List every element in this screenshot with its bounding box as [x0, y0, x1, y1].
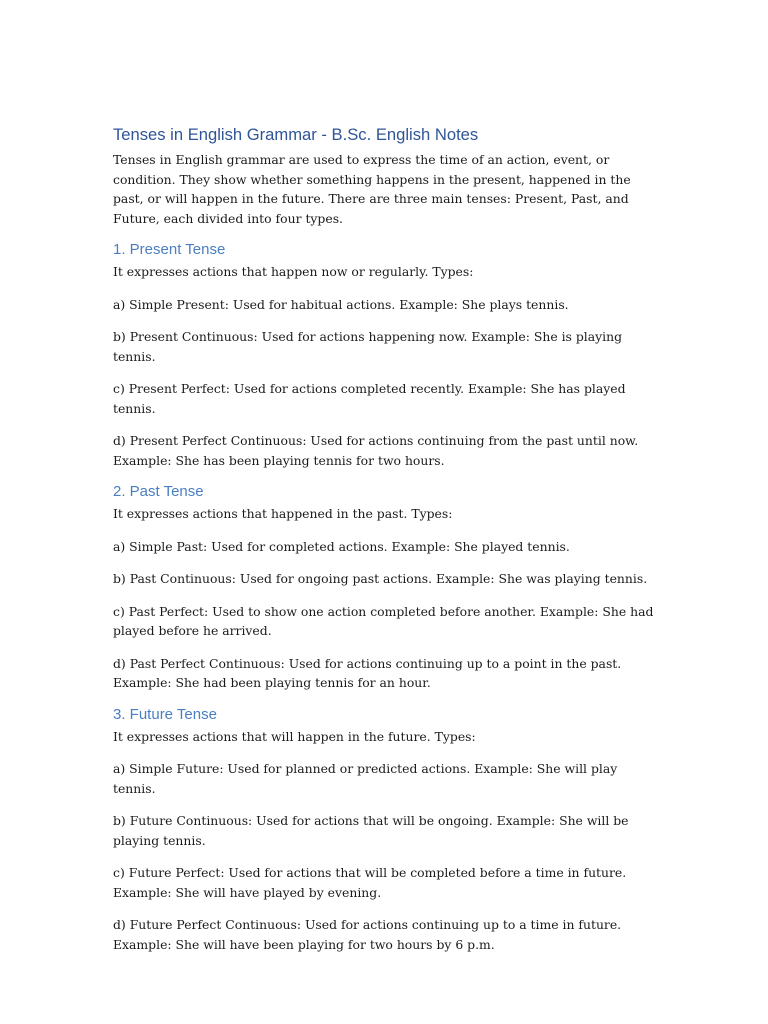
document-page: [113, 124, 661, 954]
section-present-tense: [113, 240, 661, 470]
section-future-tense: [113, 705, 661, 955]
section-past-tense: [113, 482, 661, 693]
section-heading: 1. Present Tense: [113, 241, 226, 258]
tense-item: a) Simple Present: Used for habitual actions. Example: She plays tennis.: [113, 296, 569, 312]
section-intro: It expresses actions that happened in the past. Types:: [113, 506, 453, 521]
tense-item: a) Simple Future: Used for planned or predicted actions. Example: She will play tennis.: [113, 761, 618, 796]
tense-item: c) Future Perfect: Used for actions that will be completed before a time in future. Example: She will have played by evening.: [113, 865, 627, 900]
tense-item: c) Past Perfect: Used to show one action completed before another. Example: She had played before he arrived.: [113, 603, 654, 638]
section-intro: It expresses actions that will happen in the future. Types:: [113, 728, 476, 744]
document-intro: Tenses in English grammar are used to express the time of an action, event, or condition. They show whether something happens in the present, happened in the past, or will happen in the future. There are three main tenses: Present, Past, and Future, each divided into four types.: [113, 152, 631, 226]
section-heading: 3. Future Tense: [113, 705, 217, 723]
tense-item: b) Past Continuous: Used for ongoing past actions. Example: She was playing tennis.: [113, 571, 648, 586]
tense-item: d) Future Perfect Continuous: Used for actions continuing up to a time in future. Example: She will have been playing for two hours by 6 p.m.: [113, 917, 622, 952]
tense-item: d) Present Perfect Continuous: Used for actions continuing from the past until now. Example: She has been playing tennis for two hours.: [113, 433, 639, 468]
tense-item: a) Simple Past: Used for completed actions. Example: She played tennis.: [113, 538, 570, 554]
tense-item: d) Past Perfect Continuous: Used for actions continuing up to a point in the past. Example: She had been playing tennis for an hour.: [113, 655, 622, 690]
section-heading: 2. Past Tense: [113, 483, 204, 500]
document-title: Tenses in English Grammar - B.Sc. English Notes: [113, 125, 479, 144]
section-intro: It expresses actions that happen now or regularly. Types:: [113, 264, 474, 279]
tense-item: b) Future Continuous: Used for actions that will be ongoing. Example: She will be playing tennis.: [113, 813, 629, 848]
tense-item: c) Present Perfect: Used for actions completed recently. Example: She has played tennis.: [113, 381, 626, 416]
tense-item: b) Present Continuous: Used for actions happening now. Example: She is playing tennis.: [113, 329, 623, 364]
